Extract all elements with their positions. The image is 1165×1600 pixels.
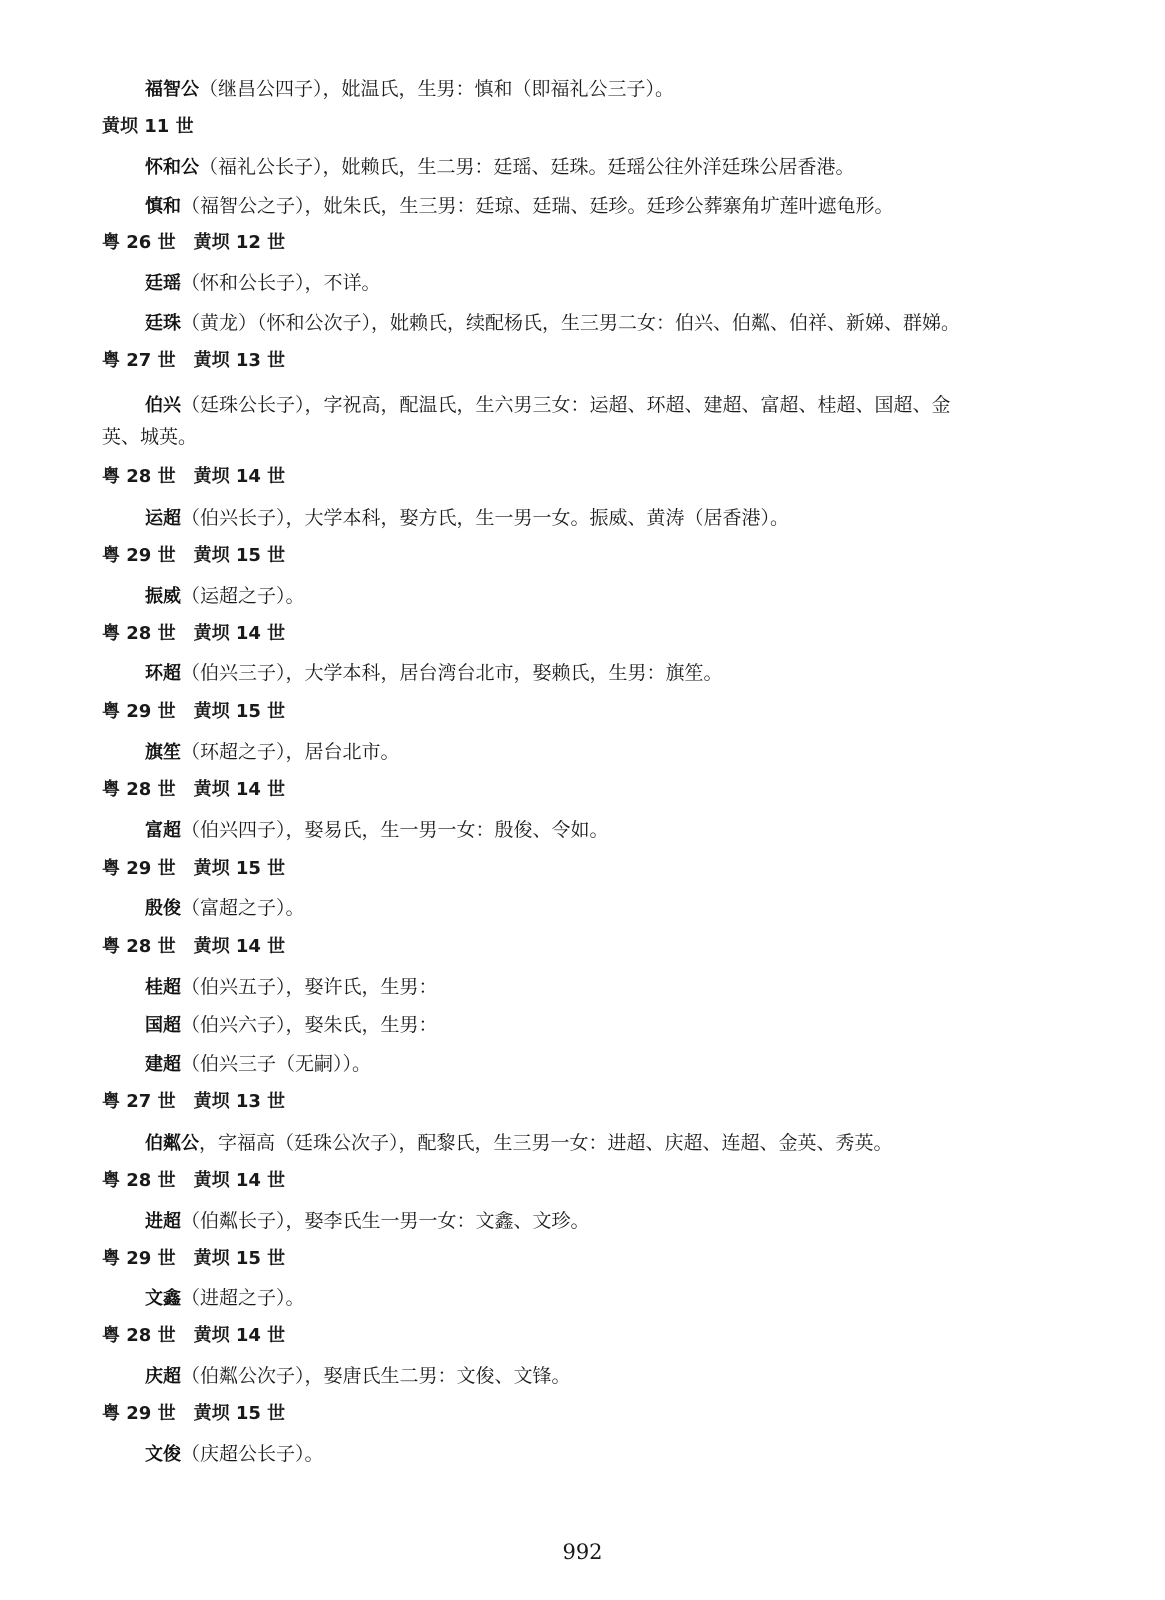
entry-text: （伯兴五子），娶许氏，生男： [181,976,438,998]
generation-heading: 粤 28 世 黄坝 14 世 [102,623,286,644]
person-name: 慎和 [145,196,181,217]
genealogy-entry [145,817,609,844]
entry-text: （伯粼长子），娶李氏生一男一女：文鑫、文珍。 [181,1210,590,1232]
entry-text: （黄龙）（怀和公次子），妣赖氏，续配杨氏，生三男二女：伯兴、伯粼、伯祥、新娣、群娣。 [181,312,961,334]
person-name: 福智公 [145,79,199,100]
person-name: 桂超 [145,977,181,998]
entry-text: （伯兴三子（无嗣））。 [181,1053,372,1075]
generation-heading: 粤 28 世 黄坝 14 世 [102,936,286,957]
person-name: 殷俊 [145,898,181,919]
genealogy-entry [145,895,305,922]
person-name: 旗笙 [145,742,181,763]
entry-text: （庆超公长子）。 [181,1443,324,1465]
entry-text: ，字福高（廷珠公次子），配黎氏，生三男一女：进超、庆超、连超、金英、秀英。 [199,1132,893,1154]
generation-heading: 粤 27 世 黄坝 13 世 [102,1091,286,1112]
genealogy-entry [145,310,960,337]
person-name: 廷瑶 [145,273,181,294]
generation-heading: 粤 29 世 黄坝 15 世 [102,545,286,566]
entry-text: （伯兴长子），大学本科，娶方氏，生一男一女。振威、黄涛（居香港）。 [181,507,790,529]
genealogy-entry [145,1051,371,1078]
entry-text: （伯兴三子），大学本科，居台湾台北市，娶赖氏，生男：旗笙。 [181,662,723,684]
genealogy-entry [145,154,855,181]
person-name: 振威 [145,586,181,607]
person-name: 庆超 [145,1366,181,1387]
person-name: 怀和公 [145,157,199,178]
genealogy-entry [145,739,400,766]
genealogy-entry [145,76,674,103]
entry-continuation [102,424,197,450]
person-name: 运超 [145,508,181,529]
generation-heading: 粤 29 世 黄坝 15 世 [102,1248,286,1269]
person-name: 伯兴 [145,395,181,416]
entry-text: （继昌公四子），妣温氏，生男：慎和（即福礼公三子）。 [199,78,675,100]
generation-heading: 粤 29 世 黄坝 15 世 [102,1403,286,1424]
entry-text: （运超之子）。 [181,585,305,607]
genealogy-entry [145,583,305,610]
generation-heading: 粤 26 世 黄坝 12 世 [102,232,286,253]
genealogy-entry [145,1441,324,1468]
entry-text: （环超之子），居台北市。 [181,741,400,763]
person-name: 富超 [145,820,181,841]
entry-text: （进超之子）。 [181,1287,305,1309]
generation-heading: 粤 28 世 黄坝 14 世 [102,1170,286,1191]
generation-heading: 粤 29 世 黄坝 15 世 [102,858,286,879]
person-name: 环超 [145,663,181,684]
genealogy-entry [145,270,381,297]
entry-text: （伯兴四子），娶易氏，生一男一女：殷俊、令如。 [181,819,609,841]
genealogy-entry [145,1130,893,1157]
entry-text: （怀和公长子），不详。 [181,272,381,294]
genealogy-entry [145,660,723,687]
person-name: 文鑫 [145,1288,181,1309]
person-name: 国超 [145,1015,181,1036]
entry-text: （伯兴六子），娶朱氏，生男： [181,1014,438,1036]
person-name: 文俊 [145,1444,181,1465]
entry-text: （伯粼公次子），娶唐氏生二男：文俊、文锋。 [181,1365,571,1387]
generation-heading: 粤 27 世 黄坝 13 世 [102,350,286,371]
generation-heading: 粤 29 世 黄坝 15 世 [102,701,286,722]
generation-heading: 粤 28 世 黄坝 14 世 [102,466,286,487]
genealogy-entry [145,1012,438,1039]
genealogy-entry [145,392,951,419]
entry-text: （福礼公长子），妣赖氏，生二男：廷瑶、廷珠。廷瑶公往外洋廷珠公居香港。 [199,156,855,178]
generation-heading: 粤 28 世 黄坝 14 世 [102,779,286,800]
genealogy-entry [145,505,789,532]
genealogy-entry [145,974,438,1001]
genealogy-entry [145,1208,590,1235]
person-name: 廷珠 [145,313,181,334]
generation-heading: 粤 28 世 黄坝 14 世 [102,1325,286,1346]
genealogy-entry [145,1363,571,1390]
person-name: 进超 [145,1211,181,1232]
entry-text: （福智公之子），妣朱氏，生三男：廷琼、廷瑞、廷珍。廷珍公葬寨角圹莲叶遮龟形。 [181,195,894,217]
entry-text: （富超之子）。 [181,897,305,919]
person-name: 伯粼公 [145,1133,199,1154]
entry-text: 英、城英。 [102,426,198,448]
page-number: 992 [562,1540,603,1564]
genealogy-entry [145,1285,305,1312]
genealogy-entry [145,193,894,220]
generation-heading: 黄坝 11 世 [102,116,194,137]
person-name: 建超 [145,1054,181,1075]
entry-text: （廷珠公长子），字祝高，配温氏，生六男三女：运超、环超、建超、富超、桂超、国超、金 [181,394,951,416]
